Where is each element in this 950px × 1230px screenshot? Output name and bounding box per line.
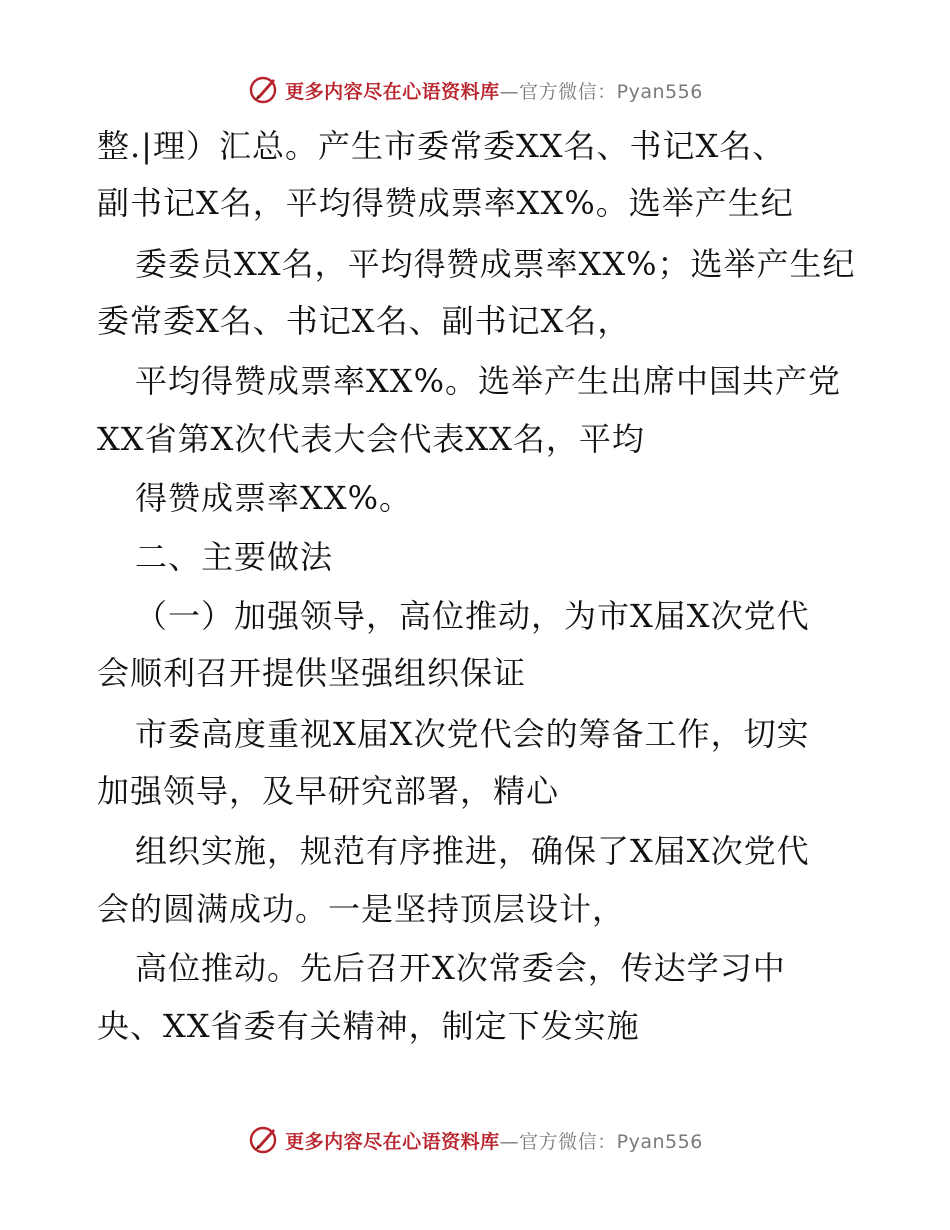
text-line: 市委高度重视X届X次党代会的筹备工作，切实 (135, 715, 810, 753)
text-line: 平均得赞成票率XX%。选举产生出席中国共产党 (135, 362, 841, 400)
subsection-heading: （一）加强领导，高位推动，为市X届X次党代 (135, 597, 810, 635)
text-line: 委委员XX名，平均得赞成票率XX%；选举产生纪 (135, 245, 856, 283)
banner-brand-text: 更多内容尽在心语资料库 (285, 1130, 500, 1153)
header-watermark-banner (0, 70, 950, 110)
text-line: 央、XX省委有关精神，制定下发实施 (97, 1007, 640, 1045)
text-line: 高位推动。先后召开X次常委会，传达学习中 (135, 949, 786, 987)
quill-logo-icon (247, 1123, 281, 1157)
text-line: 加强领导，及早研究部署，精心 (97, 772, 560, 810)
footer-watermark-banner (0, 1120, 950, 1160)
banner-brand-text: 更多内容尽在心语资料库 (285, 80, 500, 103)
banner-contact-text: —官方微信：Pyan556 (499, 1130, 703, 1153)
banner-contact-text: —官方微信：Pyan556 (499, 80, 703, 103)
text-line: 会的圆满成功。一是坚持顶层设计， (97, 890, 626, 928)
text-line: XX省第X次代表大会代表XX名，平均 (97, 420, 645, 458)
text-line: 得赞成票率XX%。 (135, 479, 412, 517)
text-line: 整.|理）汇总。产生市委常委XX名、书记X名、 (97, 127, 786, 165)
text-line: 副书记X名，平均得赞成票率XX%。选举产生纪 (97, 184, 794, 222)
quill-logo-icon (247, 73, 281, 107)
section-heading: 二、主要做法 (135, 538, 334, 576)
text-line: 委常委X名、书记X名、副书记X名， (97, 302, 631, 340)
subsection-heading-cont: 会顺利召开提供坚强组织保证 (97, 654, 527, 692)
text-line: 组织实施，规范有序推进，确保了X届X次党代 (135, 832, 810, 870)
